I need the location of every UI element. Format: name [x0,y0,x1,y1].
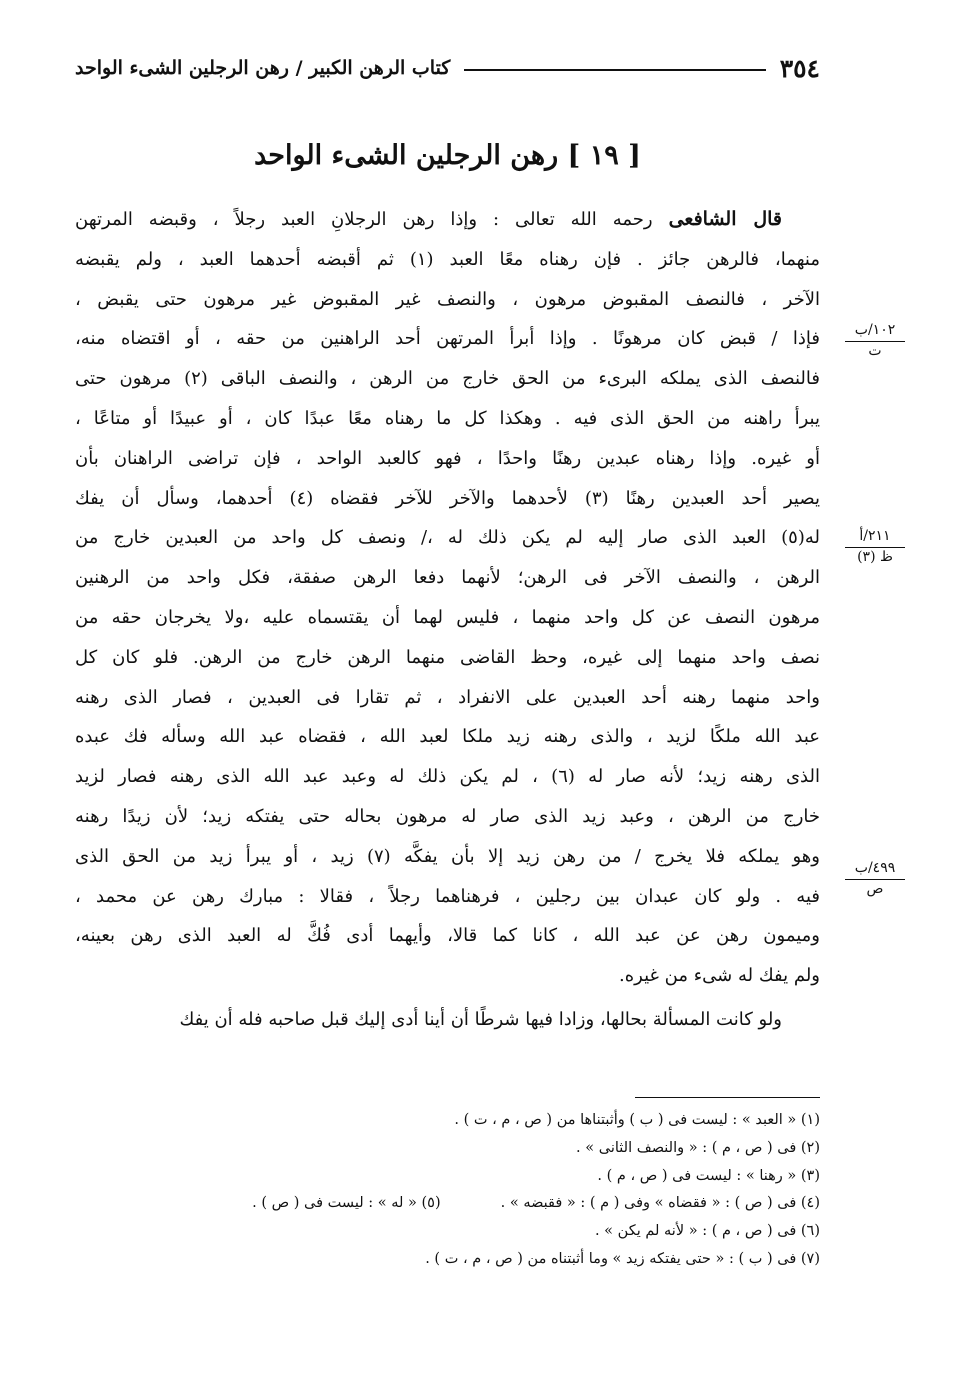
footnote: (١) « العبد » : ليست فى ( ب ) وأثبتناها من ( ص ، م ، ت ) . [454,1112,820,1128]
body-line: له(٥) العبد الذى صار إليه لم يكن ذلك له ،/ ونصف كل واحد من العبدين خارج من [75,527,820,549]
footnote: (٥) « له » : ليست فى ( ص ) . [252,1195,441,1212]
paragraph-2-line: ولو كانت المسألة بحالها، وزادا فيها شرطًا أن أينا أدى إليك قبل صاحبه فله أن يفك [179,1008,782,1030]
body-line: ولم يفك له شىء من غيره. [618,965,820,987]
body-line: مرهون النصف عن كل واحد منهما ، فليس لهما أن يقتسماه عليه ،ولا يخرجان حقه من [75,606,820,628]
body-line: قال الشافعى رحمه الله تعالى : وإذا رهن الرجلانِ العبد رجلاً ، وقبضه المرتهن [75,208,782,230]
footnote: (٧) فى ( ب ) : « حتى يفتكه زيد » وما أثبتناه من ( ص ، م ، ت ) . [425,1250,820,1267]
margin-note: ٢١١/أ ظ (٣) [845,528,905,566]
body-line: فإذا / قبض كان مرهونًا . وإذا أبرأ المرتهن أحد الراهنين من حقه ، أو اقتضاه منه، [75,328,820,350]
footnote-row [75,1190,820,1218]
header-rule [464,69,765,71]
body-line: يصير أحد العبدين رهنًا (٣) لأحدهما والآخر للآخر فقضاه (٤) أحدهما، وسأل أن يفك [75,487,820,509]
body-text [75,200,820,1040]
body-line: خارج من الرهن ، وعبد زيد الذى صار له مرهون بحاله حتى يفتكه زيد؛ لأن زيدًا رهنه [75,805,820,827]
body-line: الآخر ، فالنصف المقبوض مرهون ، والنصف غير المقبوض غير مرهون حتى يقبض ، [75,288,820,310]
body-line: أو غيره. وإذا رهناه عبدين رهنًا واحدًا ، فهو كالعبد الواحد ، فإن تراضى الراهنان بأن [75,447,820,469]
page-number: ٣٥٤ [779,53,820,83]
footnotes [75,1107,820,1274]
footnote-rule [635,1097,820,1098]
margin-note: ١٠٢/ب ت [845,322,905,360]
chapter-heading: [ ١٩ ] رهن الرجلين الشىء الواحد [254,140,641,171]
body-line: الذى رهنه زيد؛ لأنه صار له (٦) ، لم يكن ذلك له وعبد عبد الله الذى رهنه فصار لزيد [75,766,820,788]
lead-author: قال الشافعى [668,208,782,230]
body-line: فيه . ولو كان عبدان بين رجلين ، فرهناهما رجلاً ، فقالا : مبارك رهن عن محمد ، [75,885,820,907]
body-line: يبرأ راهنه من الحق الذى فيه . وهكذا كل ما رهناه معًا عبدًا كان ، أو عبيدًا أو متاعًا ، [75,407,820,429]
running-title: كتاب الرهن الكبير / رهن الرجلين الشىء الواحد [75,57,451,79]
page-header [75,48,820,88]
body-line: نصف واحد منهما إلى غيره، وحظ القاضى منهما الرهن خارج من الرهن. فلو كان كل [75,646,820,668]
body-line: واحد منهما رهنه أحد العبدين على الانفراد ، ثم تقارا فى العبدين ، فصار الذى رهنه [75,686,820,708]
footnote: (٤) فى ( ص ) : « فقضاه » وفى ( م ) : « فقبضه » . [500,1195,820,1212]
body-line: وهو يملكه فلا يخرج / من رهن زيد إلا بأن يفكَّه (٧) زيد ، أو يبرأ زيد من الحق الذى [75,845,820,867]
body-line: وميمون رهن عن عبد الله ، كانا كما قالا، وأيهما أدى فُكَّ له العبد الذى رهن بعينه، [75,925,820,947]
body-line: الرهن ، والنصف الآخر فى الرهن؛ لأنهما دفعا الرهن صفقة، فكل واحد من الرهنين [75,567,820,589]
body-line: منهما، فالرهن جائز . فإن رهناه معًا العبد (١) ثم أقبضه أحدهما العبد ، ولم يقبضه [75,248,820,270]
margin-note: ٤٩٩/ب ص [845,860,905,898]
body-line: فالنصف الذى يملكه البرىء من الحق خارج من الرهن ، والنصف الباقى (٢) مرهون حتى [75,368,820,390]
footnote: (٢) فى ( ص ، م ) : « والنصف الثانى » . [576,1139,820,1156]
footnote: (٦) فى ( ص ، م ) : « لأنه لم يكن » . [594,1223,820,1240]
footnote: (٣) « رهنا » : ليست فى ( ص ، م ) . [597,1167,820,1184]
body-line: عبد الله ملكًا لزيد ، والذى رهنه زيد ملكا لعبد الله ، فقضاه عبد الله وسأله فك عبده [75,726,820,748]
